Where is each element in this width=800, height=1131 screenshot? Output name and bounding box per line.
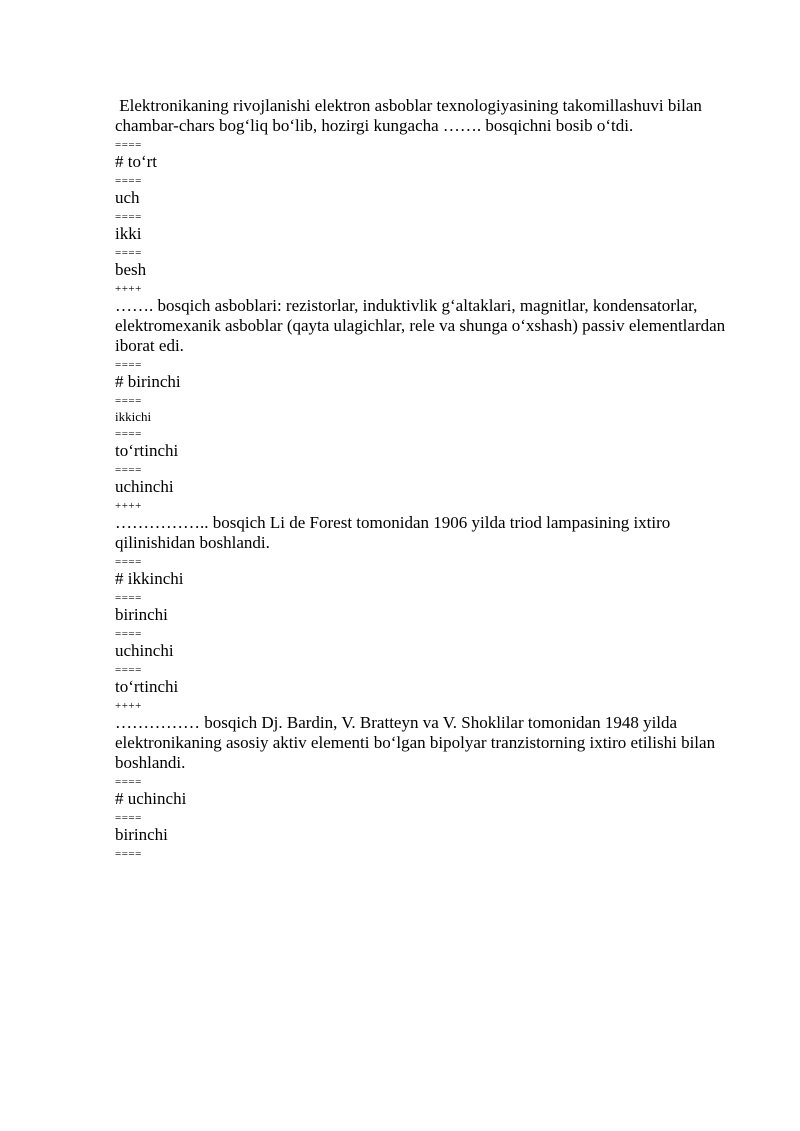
answer-separator: ==== — [115, 556, 142, 568]
answer-separator: ==== — [115, 395, 142, 407]
answer-option: # to‘rt — [115, 152, 158, 171]
answer-separator: ==== — [115, 812, 142, 824]
answer-option: to‘rtinchi — [115, 677, 179, 696]
answer-separator: ==== — [115, 211, 142, 223]
question-text: Elektronikaning rivojlanishi elektron asboblar texnologiyasining takomillashuvi bilan chambar-chars bog‘liq bo‘lib, hozirgi kungacha ……. bosqichni bosib o‘tdi. — [115, 96, 707, 135]
answer-option: ikki — [115, 224, 142, 243]
answer-separator: ==== — [115, 428, 142, 440]
answer-separator: ==== — [115, 592, 142, 604]
question-text: ……. bosqich asboblari: rezistorlar, induktivlik g‘altaklari, magnitlar, kondensatorlar, elektromexanik asboblar (qayta ulagichlar, rele va shunga o‘xshash) passiv elementlardan iborat edi. — [115, 296, 730, 355]
answer-option: uchinchi — [115, 477, 174, 496]
question-text: …………… bosqich Dj. Bardin, V. Bratteyn va V. Shoklilar tomonidan 1948 yilda elektronikaning asosiy aktiv elementi bo‘lgan bipolyar tranzistorning ixtiro etilishi bilan boshlandi. — [115, 713, 720, 772]
answer-option: besh — [115, 260, 147, 279]
answer-separator: ==== — [115, 848, 142, 860]
test-content — [115, 96, 745, 861]
answer-separator: ==== — [115, 359, 142, 371]
question-text: …………….. bosqich Li de Forest tomonidan 1906 yilda triod lampasining ixtiro qilinishidan boshlandi. — [115, 513, 675, 552]
answer-option: # birinchi — [115, 372, 181, 391]
answer-option: birinchi — [115, 605, 168, 624]
answer-option: ikkichi — [115, 409, 152, 424]
answer-option: # ikkinchi — [115, 569, 184, 588]
question-separator: ++++ — [115, 283, 142, 295]
answer-option: uch — [115, 188, 140, 207]
answer-separator: ==== — [115, 247, 142, 259]
answer-option: to‘rtinchi — [115, 441, 179, 460]
answer-separator: ==== — [115, 664, 142, 676]
answer-separator: ==== — [115, 628, 142, 640]
answer-separator: ==== — [115, 464, 142, 476]
answer-option: birinchi — [115, 825, 168, 844]
question-separator: ++++ — [115, 700, 142, 712]
question-separator: ++++ — [115, 500, 142, 512]
answer-option: # uchinchi — [115, 789, 187, 808]
answer-separator: ==== — [115, 139, 142, 151]
answer-separator: ==== — [115, 776, 142, 788]
answer-option: uchinchi — [115, 641, 174, 660]
answer-separator: ==== — [115, 175, 142, 187]
